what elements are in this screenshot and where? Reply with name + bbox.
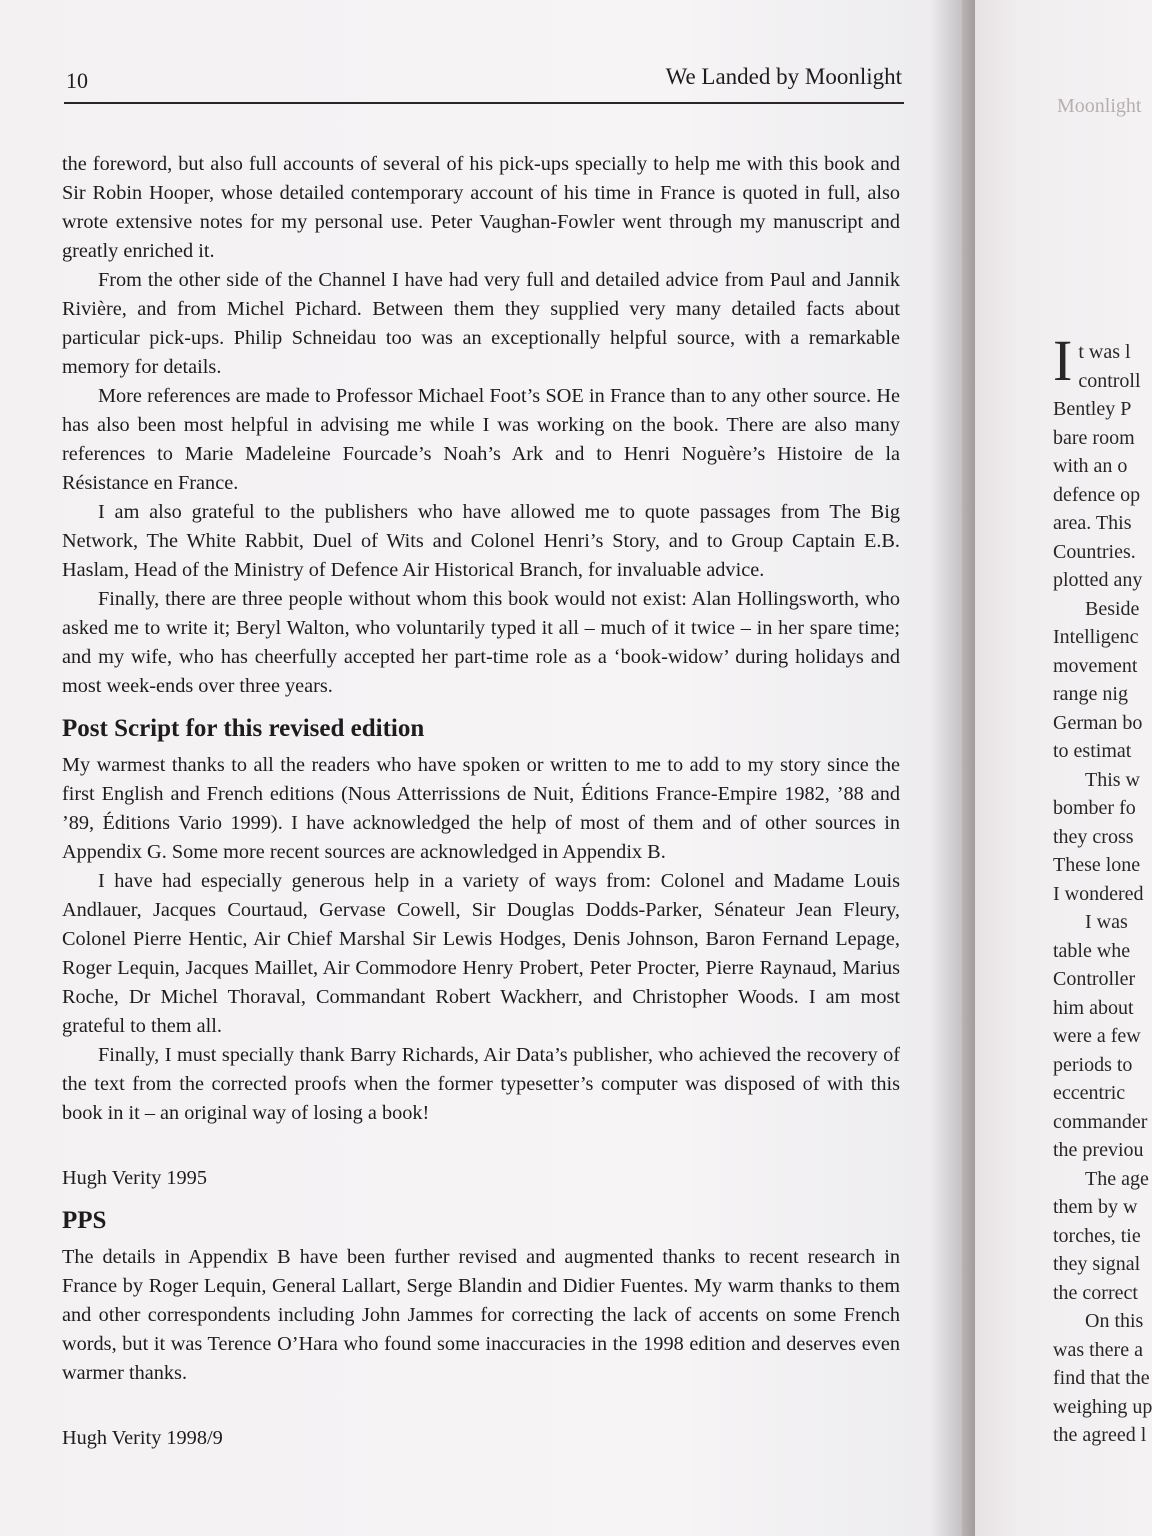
text-line: area. This <box>1053 512 1132 534</box>
text-line: they signal <box>1053 1253 1141 1275</box>
paragraph: From the other side of the Channel I have had very full and detailed advice from Paul and Jannik Rivière, and from Michel Pichard. Between them they supplied very many detailed facts about particular pick-ups. Philip Schneidau too was an exceptionally helpful source, with a remarkable memory for details. <box>62 269 900 378</box>
text-line: On this <box>1085 1310 1144 1332</box>
text-line: them by w <box>1053 1196 1138 1218</box>
text-line: were a few <box>1053 1025 1141 1047</box>
right-page-text <box>1053 328 1152 1450</box>
body-text <box>62 150 900 1453</box>
page-number: 10 <box>66 68 88 93</box>
text-line: bare room <box>1053 426 1135 449</box>
paragraph: the foreword, but also full accounts of several of his pick-ups specially to help me with this book and Sir Robin Hooper, whose detailed contemporary account of his time in France is quoted in full, also wrote extensive notes for my personal use. Peter Vaughan-Fowler went through my manuscript and greatly enriched it. <box>62 153 900 262</box>
text-line: commander <box>1053 1110 1148 1133</box>
text-line: t was l <box>1078 341 1131 363</box>
text-line: bomber fo <box>1053 797 1136 819</box>
page-header <box>64 62 904 104</box>
text-line: the agreed l <box>1053 1424 1147 1446</box>
text-line: Countries. <box>1053 540 1136 563</box>
text-line: Bentley P <box>1053 398 1132 420</box>
ghost-running-title: Moonlight <box>1057 95 1142 117</box>
text-line: they cross <box>1053 825 1134 848</box>
text-line: I was <box>1085 911 1128 933</box>
text-line: was there a <box>1053 1338 1143 1361</box>
text-line: with an o <box>1053 455 1128 477</box>
text-line: These lone <box>1053 854 1141 876</box>
pps-heading: PPS <box>62 1207 107 1234</box>
text-line: plotted any <box>1053 569 1143 591</box>
text-line: This w <box>1085 768 1140 791</box>
text-line: range nig <box>1053 683 1128 705</box>
signature: Hugh Verity 1995 <box>62 1167 207 1189</box>
text-line: torches, tie <box>1053 1224 1141 1247</box>
paragraph: I have had especially generous help in a variety of ways from: Colonel and Madame Louis Andlauer, Jacques Courtaud, Gervase Cowell, Sir Douglas Dodds-Parker, Sénateur Jean Fleury, Colonel Pierre Hentic, Air Chief Marshal Sir Lewis Hodges, Denis Johnson, Baron Fernand Lepage, Roger Lequin, Jacques Maillet, Air Commodore Henry Probert, Peter Procter, Pierre Raynaud, Marius Roche, Dr Michel Thoraval, Commandant Robert Wackherr, and Christopher Woods. I am most grateful to them all. <box>62 870 900 1037</box>
text-line: to estimat <box>1053 740 1132 762</box>
drop-cap: I <box>1053 328 1073 393</box>
running-title: We Landed by Moonlight <box>665 64 902 89</box>
text-line: the correct <box>1053 1281 1138 1304</box>
text-line: the previou <box>1053 1139 1144 1161</box>
text-line: The age <box>1085 1167 1149 1190</box>
text-line: him about <box>1053 996 1134 1019</box>
text-line: periods to <box>1053 1053 1133 1076</box>
right-page <box>975 0 1152 1536</box>
paragraph: Finally, there are three people without whom this book would not exist: Alan Hollingsworth, who asked me to write it; Beryl Walton, who voluntarily typed it all – much of it twice – in her spare time; and my wife, who has cheerfully accepted her part-time role as a ‘book-widow’ during holidays and most week-ends over three years. <box>62 588 900 697</box>
text-line: table whe <box>1053 939 1131 962</box>
text-line: I wondered <box>1053 882 1144 905</box>
text-line: weighing up <box>1053 1395 1152 1418</box>
paragraph: More references are made to Professor Michael Foot’s SOE in France than to any other source. He has also been most helpful in advising me while I was working on the book. There are also many references to Marie Madeleine Fourcade’s Noah’s Ark and to Henri Noguère’s Histoire de la Résistance en France. <box>62 385 900 494</box>
text-line: Beside <box>1085 597 1140 620</box>
text-line: find that the <box>1053 1367 1150 1389</box>
paragraph: I am also grateful to the publishers who have allowed me to quote passages from The Big Network, The White Rabbit, Duel of Wits and Colonel Henri’s Story, and to Group Captain E.B. Haslam, Head of the Ministry of Defence Air Historical Branch, for invaluable advice. <box>62 501 900 581</box>
text-line: Intelligenc <box>1053 626 1139 648</box>
text-line: eccentric <box>1053 1082 1126 1104</box>
text-line: German bo <box>1053 711 1143 734</box>
paragraph: The details in Appendix B have been further revised and augmented thanks to recent research in France by Roger Lequin, General Lallart, Serge Blandin and Didier Fuentes. My warm thanks to them and other correspondents including John Jammes for correcting the lack of accents on some French words, but it was Terence O’Hara who found some inaccuracies in the 1998 edition and deserves even warmer thanks. <box>62 1246 900 1384</box>
postscript-heading: Post Script for this revised edition <box>62 715 425 742</box>
text-line: Controller <box>1053 968 1136 990</box>
text-line: defence op <box>1053 483 1141 506</box>
text-line: movement <box>1053 654 1138 677</box>
paragraph: My warmest thanks to all the readers who have spoken or written to me to add to my story since the first English and French editions (Nous Atterrissions de Nuit, Éditions France-Empire 1982, ’88 and ’89, Éditions Vario 1999). I have acknowledged the help of most of them and of other sources in Appendix G. Some more recent sources are acknowledged in Appendix B. <box>62 754 900 863</box>
text-line: controll <box>1078 369 1141 392</box>
signature: Hugh Verity 1998/9 <box>62 1427 223 1449</box>
paragraph: Finally, I must specially thank Barry Richards, Air Data’s publisher, who achieved the recovery of the text from the corrected proofs when the former typesetter’s computer was disposed of with this book in it – an original way of losing a book! <box>62 1044 900 1124</box>
